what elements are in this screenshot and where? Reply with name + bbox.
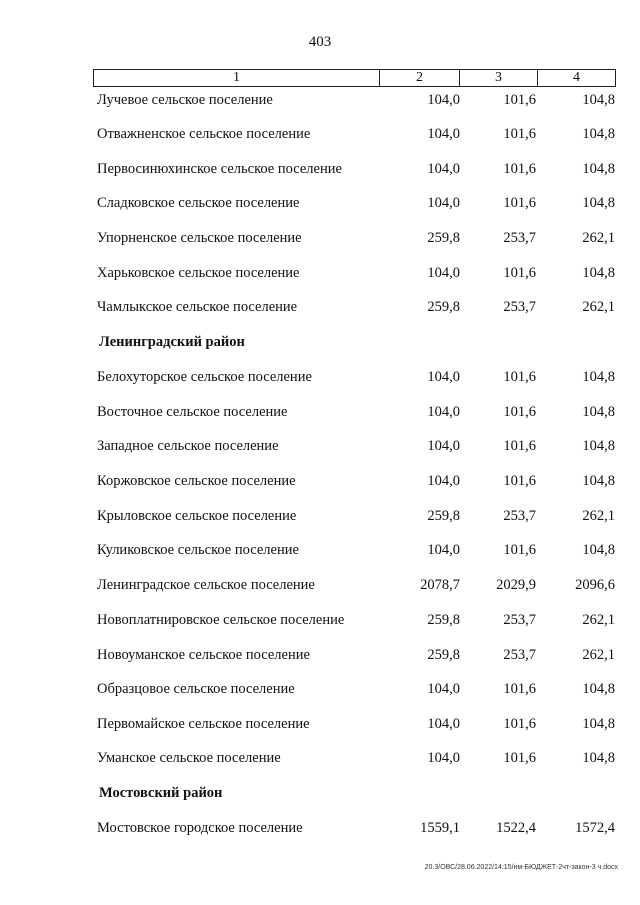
settlement-name: Ленинградское сельское поселение	[97, 577, 315, 593]
table-row	[0, 610, 640, 630]
value-col-3: 101,6	[503, 404, 536, 420]
table-row	[0, 818, 640, 838]
value-col-4: 104,8	[582, 92, 615, 108]
value-col-4: 104,8	[582, 195, 615, 211]
value-col-3: 101,6	[503, 438, 536, 454]
value-col-2: 104,0	[427, 265, 460, 281]
table-row	[0, 714, 640, 734]
table-row	[0, 471, 640, 491]
value-col-3: 101,6	[503, 126, 536, 142]
table-row	[0, 228, 640, 248]
value-col-2: 104,0	[427, 542, 460, 558]
value-col-3: 253,7	[503, 299, 536, 315]
value-col-2: 259,8	[427, 647, 460, 663]
settlement-name: Куликовское сельское поселение	[97, 542, 299, 558]
table-row	[0, 124, 640, 144]
value-col-3: 101,6	[503, 92, 536, 108]
value-col-2: 2078,7	[420, 577, 460, 593]
value-col-3: 2029,9	[496, 577, 536, 593]
value-col-4: 104,8	[582, 473, 615, 489]
value-col-4: 262,1	[582, 299, 615, 315]
value-col-2: 104,0	[427, 750, 460, 766]
settlement-name: Новоуманское сельское поселение	[97, 647, 310, 663]
table-row	[0, 575, 640, 595]
value-col-3: 101,6	[503, 265, 536, 281]
value-col-2: 1559,1	[420, 820, 460, 836]
settlement-name: Первомайское сельское поселение	[97, 716, 310, 732]
value-col-4: 262,1	[582, 230, 615, 246]
table-row	[0, 367, 640, 387]
settlement-name: Новоплатнировское сельское поселение	[97, 612, 345, 628]
table-row	[0, 679, 640, 699]
value-col-2: 104,0	[427, 473, 460, 489]
settlement-name: Первосинюхинское сельское поселение	[97, 161, 342, 177]
value-col-4: 2096,6	[575, 577, 615, 593]
value-col-2: 259,8	[427, 508, 460, 524]
header-col-4: 4	[573, 70, 580, 85]
table-row	[0, 748, 640, 768]
value-col-4: 104,8	[582, 438, 615, 454]
settlement-name: Белохуторское сельское поселение	[97, 369, 312, 385]
value-col-2: 104,0	[427, 161, 460, 177]
page-number: 403	[308, 34, 332, 50]
table-header	[93, 69, 616, 87]
settlement-name: Мостовское городское поселение	[97, 820, 303, 836]
settlement-name: Уманское сельское поселение	[97, 750, 281, 766]
value-col-4: 104,8	[582, 716, 615, 732]
value-col-2: 104,0	[427, 126, 460, 142]
settlement-name: Образцовое сельское поселение	[97, 681, 295, 697]
table-row	[0, 159, 640, 179]
settlement-name: Чамлыкское сельское поселение	[97, 299, 298, 315]
value-col-4: 104,8	[582, 369, 615, 385]
value-col-4: 104,8	[582, 126, 615, 142]
settlement-name: Коржовское сельское поселение	[97, 473, 296, 489]
value-col-2: 104,0	[427, 404, 460, 420]
table-row	[0, 540, 640, 560]
value-col-3: 101,6	[503, 473, 536, 489]
value-col-4: 104,8	[582, 681, 615, 697]
table-row	[0, 263, 640, 283]
value-col-4: 262,1	[582, 508, 615, 524]
value-col-2: 104,0	[427, 438, 460, 454]
value-col-3: 253,7	[503, 508, 536, 524]
value-col-3: 101,6	[503, 542, 536, 558]
value-col-2: 104,0	[427, 716, 460, 732]
district-name: Ленинградский район	[99, 334, 245, 350]
value-col-2: 259,8	[427, 299, 460, 315]
value-col-3: 101,6	[503, 750, 536, 766]
settlement-name: Лучевое сельское поселение	[97, 92, 273, 108]
table-row	[0, 193, 640, 213]
value-col-3: 253,7	[503, 230, 536, 246]
table-row	[0, 90, 640, 110]
table-row	[0, 506, 640, 526]
table-row	[0, 436, 640, 456]
header-col-1: 1	[94, 70, 380, 86]
value-col-4: 104,8	[582, 161, 615, 177]
value-col-4: 104,8	[582, 265, 615, 281]
settlement-name: Отважненское сельское поселение	[97, 126, 311, 142]
district-heading-row	[0, 332, 640, 352]
value-col-3: 253,7	[503, 647, 536, 663]
value-col-4: 104,8	[582, 404, 615, 420]
value-col-2: 104,0	[427, 92, 460, 108]
value-col-4: 1572,4	[575, 820, 615, 836]
header-col-3: 3	[460, 70, 538, 86]
settlement-name: Восточное сельское поселение	[97, 404, 288, 420]
settlement-name: Крыловское сельское поселение	[97, 508, 297, 524]
value-col-3: 101,6	[503, 369, 536, 385]
settlement-name: Западное сельское поселение	[97, 438, 279, 454]
value-col-3: 253,7	[503, 612, 536, 628]
settlement-name: Сладковское сельское поселение	[97, 195, 300, 211]
value-col-2: 259,8	[427, 230, 460, 246]
table-row	[0, 645, 640, 665]
value-col-3: 101,6	[503, 195, 536, 211]
value-col-2: 104,0	[427, 195, 460, 211]
value-col-4: 104,8	[582, 542, 615, 558]
table-row	[0, 297, 640, 317]
header-col-2: 2	[380, 70, 460, 86]
value-col-3: 1522,4	[496, 820, 536, 836]
value-col-4: 104,8	[582, 750, 615, 766]
value-col-4: 262,1	[582, 647, 615, 663]
value-col-2: 104,0	[427, 681, 460, 697]
value-col-3: 101,6	[503, 161, 536, 177]
value-col-2: 259,8	[427, 612, 460, 628]
district-name: Мостовский район	[99, 785, 223, 801]
settlement-name: Харьковское сельское поселение	[97, 265, 300, 281]
value-col-3: 101,6	[503, 716, 536, 732]
document-footer: 20.3/ОВС/28.06.2022/14:15/нм-БЮДЖЕТ-2чт-закон-3 ч.docx	[424, 864, 618, 871]
table-row	[0, 402, 640, 422]
value-col-3: 101,6	[503, 681, 536, 697]
value-col-4: 262,1	[582, 612, 615, 628]
settlement-name: Упорненское сельское поселение	[97, 230, 302, 246]
district-heading-row	[0, 783, 640, 803]
value-col-2: 104,0	[427, 369, 460, 385]
